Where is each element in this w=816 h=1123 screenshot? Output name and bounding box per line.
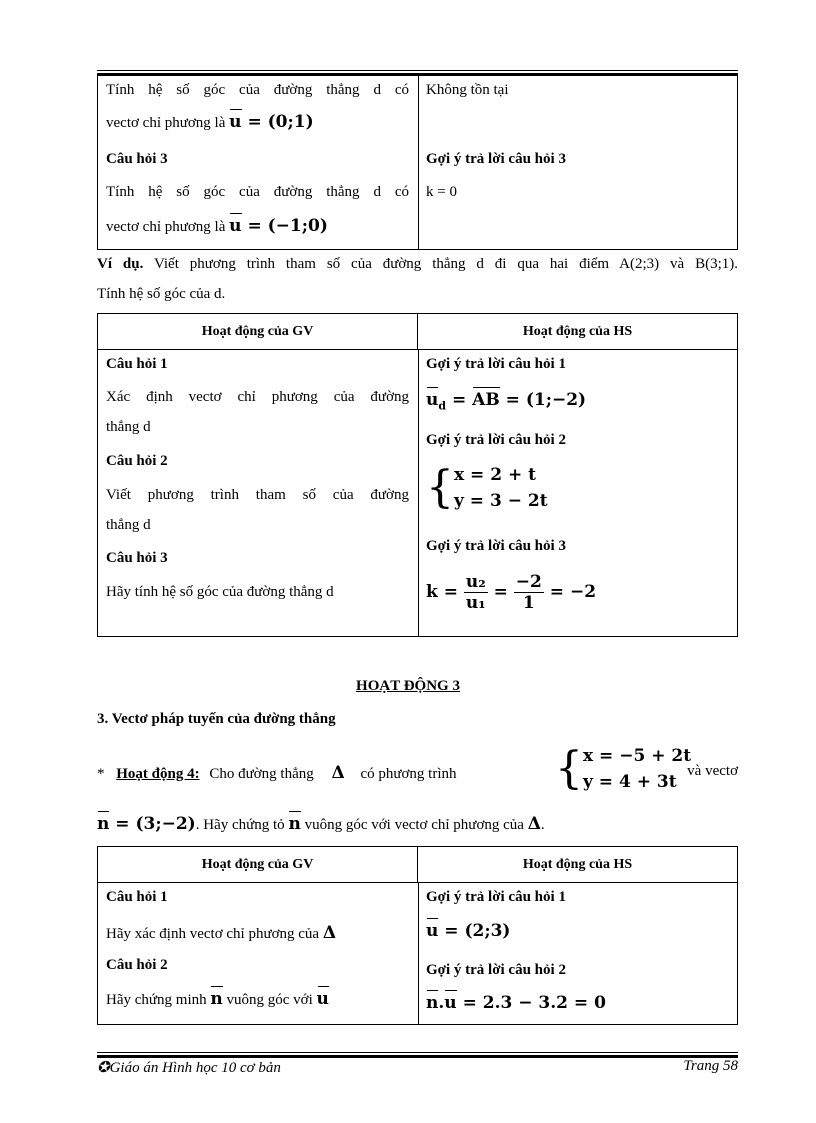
vector-n: n xyxy=(97,814,110,834)
header-hs: Hoạt động của HS xyxy=(522,323,633,339)
question-title: Câu hỏi 3 xyxy=(106,151,168,167)
question-text: Tính hệ số góc của đường thẳng d có xyxy=(106,82,409,98)
header-gv: Hoạt động của GV xyxy=(98,847,418,882)
table-header xyxy=(98,314,737,350)
header-gv: Hoạt động của GV xyxy=(98,314,418,349)
question-title: Câu hỏi 1 xyxy=(106,889,168,905)
answer-formula: $u_d$ = AB = (1;−2) xyxy=(426,390,587,413)
answer-formula: u = (2;3) xyxy=(426,921,511,941)
answer-text: k = 0 xyxy=(426,184,457,200)
vector-u: u xyxy=(229,112,242,132)
section-heading: HOẠT ĐỘNG 3 xyxy=(356,678,460,694)
footer-rule xyxy=(97,1052,738,1053)
vector-u: u xyxy=(229,216,242,236)
answer-title: Gợi ý trả lời câu hỏi 1 xyxy=(426,889,566,905)
answer-text: Không tồn tại xyxy=(426,82,509,98)
answer-title: Gợi ý trả lời câu hỏi 2 xyxy=(426,962,566,978)
example-text-2: Tính hệ số góc của d. xyxy=(97,286,226,302)
delta-symbol: Δ xyxy=(331,763,345,783)
table-continued xyxy=(97,75,738,250)
question-text: Hãy xác định vectơ chỉ phương của Δ xyxy=(106,923,337,943)
activity-statement: * Hoạt động 4: Cho đường thẳng Δ có phương trình xyxy=(97,763,457,783)
table-header xyxy=(98,847,737,883)
question-text: Hãy chứng minh n vuông góc với u xyxy=(106,989,329,1009)
question-text: Xác định vectơ chỉ phương của đường xyxy=(106,389,409,405)
answer-title: Gợi ý trả lời câu hỏi 2 xyxy=(426,432,566,448)
section-title: 3. Vectơ pháp tuyến của đường thẳng xyxy=(97,711,336,727)
activity-table-2 xyxy=(97,846,738,1025)
answer-title: Gợi ý trả lời câu hỏi 3 xyxy=(426,151,566,167)
question-text: thẳng d xyxy=(106,517,151,533)
example-text: Ví dụ. Viết phương trình tham số của đường thẳng d đi qua hai điểm A(2;3) và B(3;1). xyxy=(97,256,738,272)
question-title: Câu hỏi 2 xyxy=(106,957,168,973)
page-footer xyxy=(97,1058,738,1077)
activity-table-1 xyxy=(97,313,738,637)
question-text: Tính hệ số góc của đường thẳng d có xyxy=(106,184,409,200)
answer-title: Gợi ý trả lời câu hỏi 1 xyxy=(426,356,566,372)
answer-formula: k = $\frac{\text{u₂}}{\text{u₁}}$ = $\frac{-2}{1}$ = −2 xyxy=(426,572,597,613)
question-title: Câu hỏi 1 xyxy=(106,356,168,372)
line-equation: { x = −5 + 2t y = 4 + 3t xyxy=(555,743,692,794)
page-number: Trang 58 xyxy=(683,1058,738,1074)
answer-title: Gợi ý trả lời câu hỏi 3 xyxy=(426,538,566,554)
answer-formula: n.u = 2.3 − 3.2 = 0 xyxy=(426,993,606,1013)
vector-line: vectơ chỉ phương là u = (−1;0) xyxy=(106,216,328,236)
question-text: thẳng d xyxy=(106,419,151,435)
header-rule xyxy=(97,70,738,71)
question-title: Câu hỏi 3 xyxy=(106,550,168,566)
question-title: Câu hỏi 2 xyxy=(106,453,168,469)
question-text: Hãy tính hệ số góc của đường thẳng d xyxy=(106,584,334,600)
activity-statement-2: n = (3;−2). Hãy chứng tỏ n vuông góc với vectơ chỉ phương của Δ. xyxy=(97,814,545,834)
question-text: Viết phương trình tham số của đường xyxy=(106,487,409,503)
header-hs: Hoạt động của HS xyxy=(522,856,633,872)
vector-n: n xyxy=(288,814,301,834)
vector-line: vectơ chỉ phương là u = (0;1) xyxy=(106,112,314,132)
answer-system: { x = 2 + t y = 3 − 2t xyxy=(426,462,548,513)
footer-title: ✪Giáo án Hình học 10 cơ bản xyxy=(97,1060,281,1076)
